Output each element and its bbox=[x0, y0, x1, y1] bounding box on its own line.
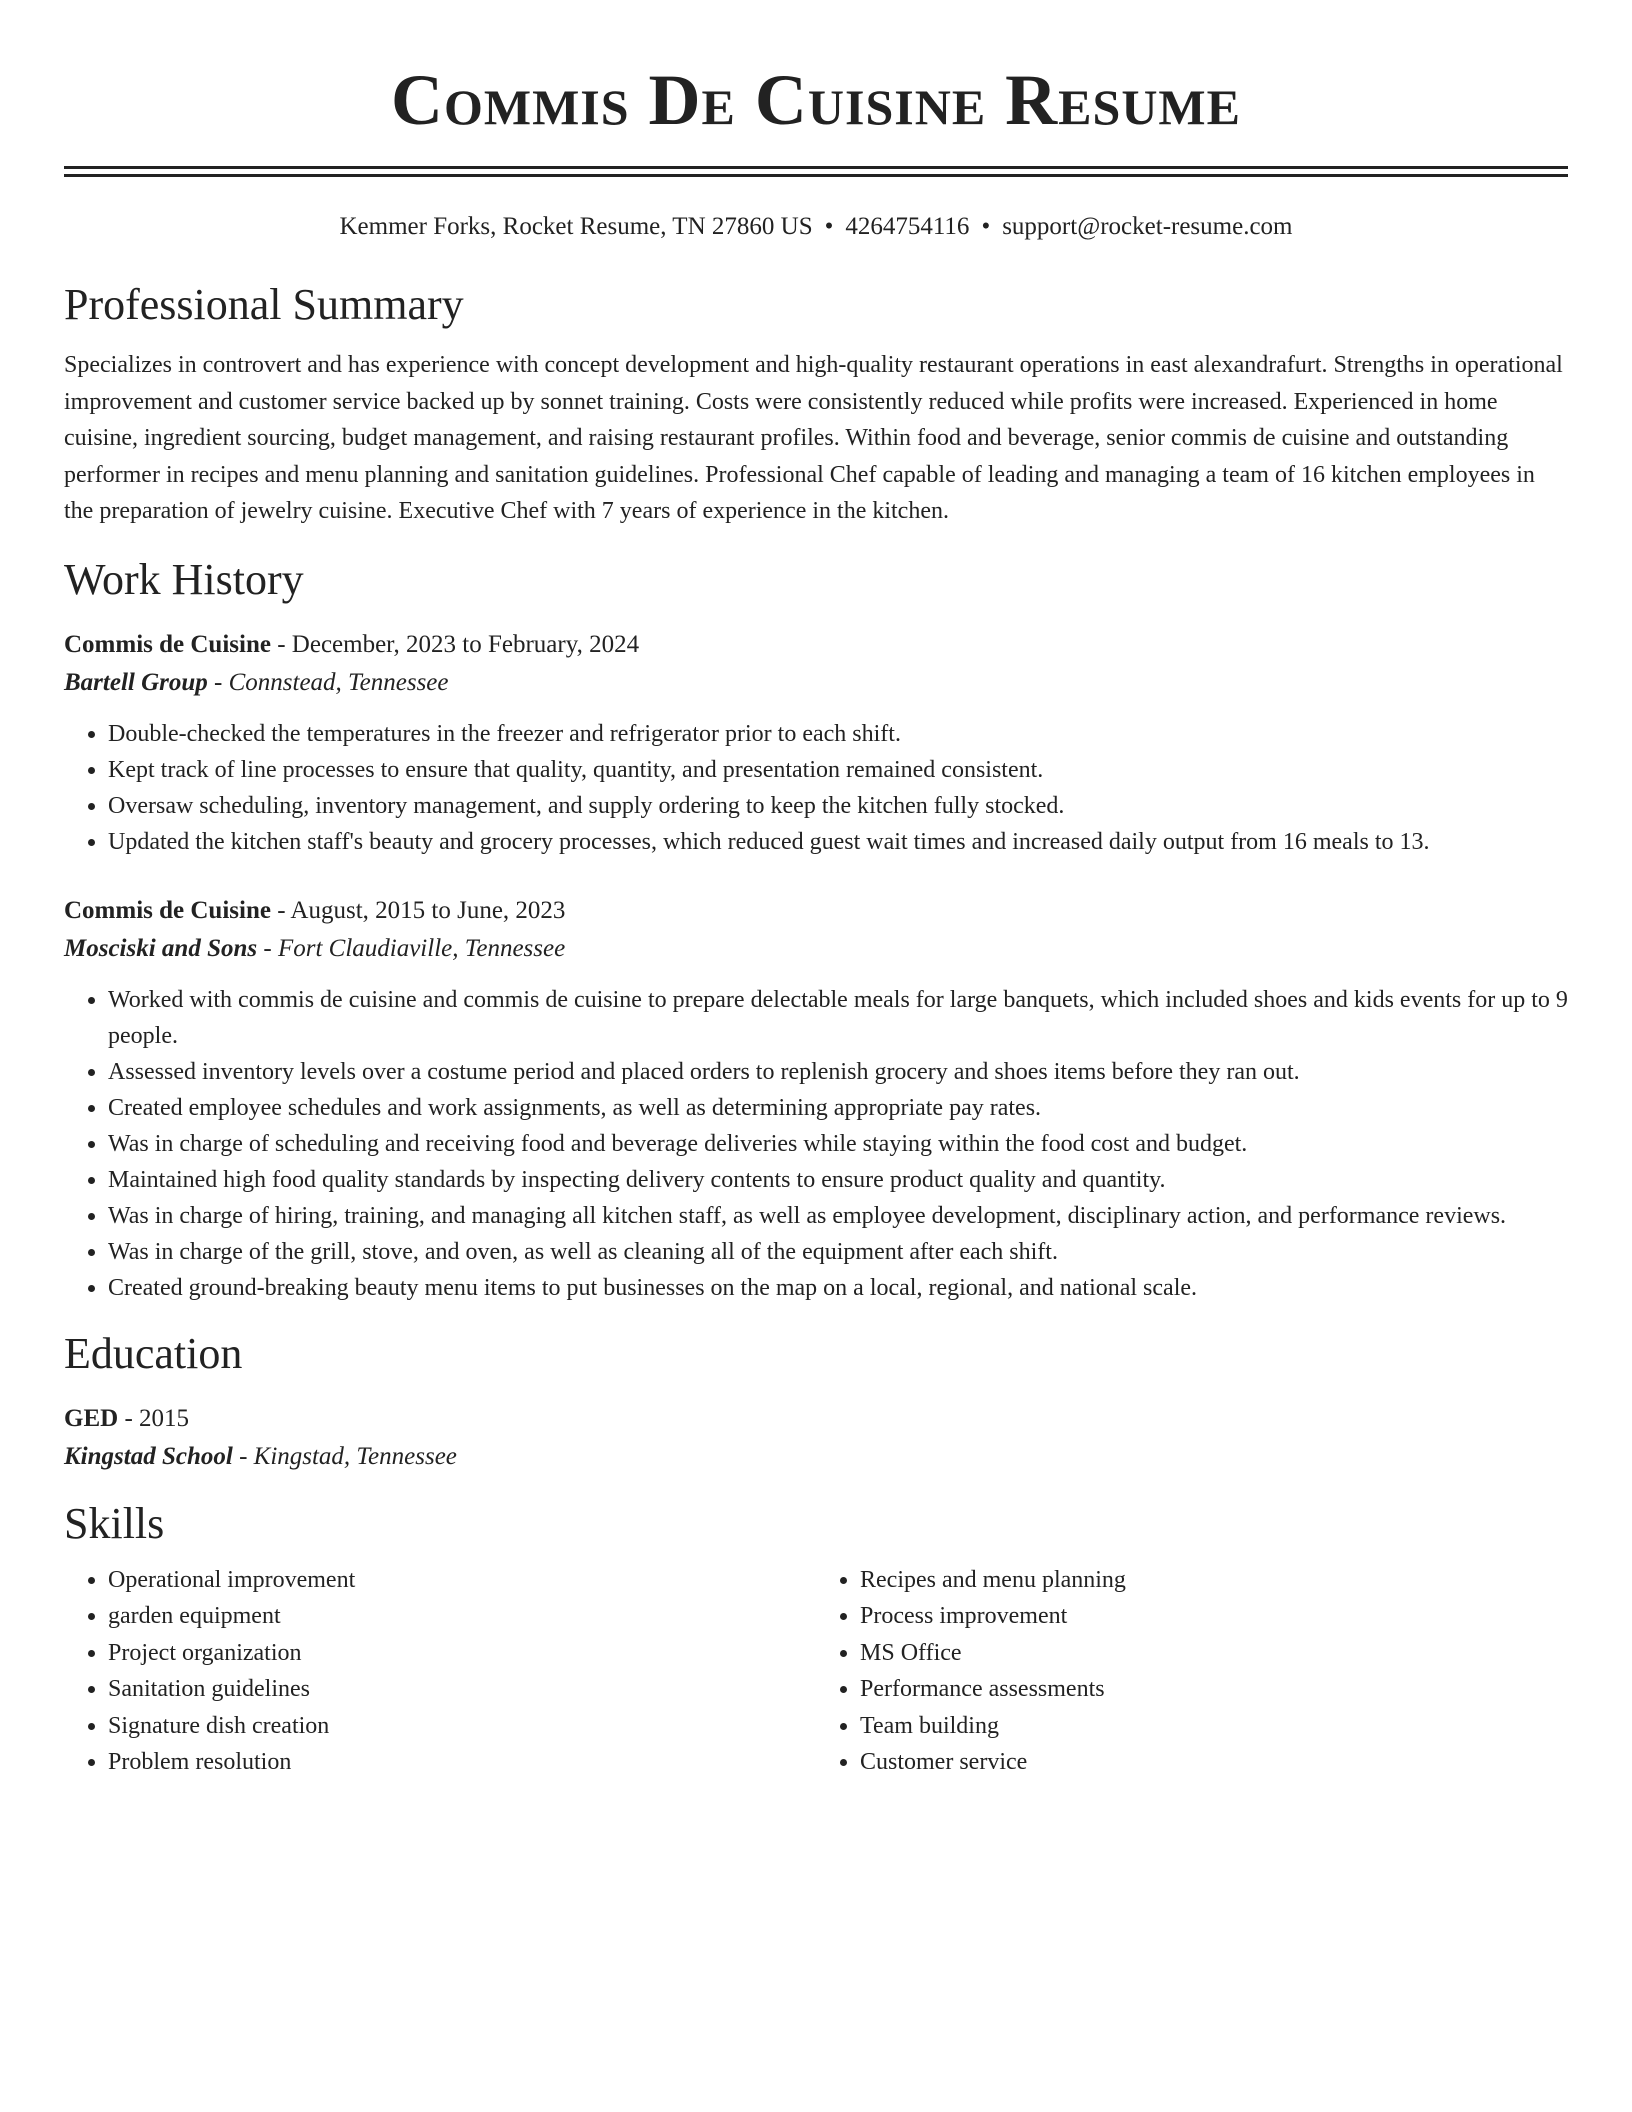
skill-item: • Problem resolution bbox=[108, 1744, 816, 1781]
list-item: • Updated the kitchen staff's beauty and grocery processes, which reduced guest wait times and increased daily output from 16 meals to 13. bbox=[108, 824, 1568, 860]
school-line bbox=[64, 1438, 1568, 1476]
contact-phone: 4264754116 bbox=[845, 213, 970, 240]
list-item: • Was in charge of hiring, training, and managing all kitchen staff, as well as employee development, disciplinary action, and performance reviews. bbox=[108, 1198, 1568, 1234]
job-bullets bbox=[64, 716, 1568, 860]
resume-title: Commis De Cuisine Resume bbox=[391, 60, 1241, 140]
list-item: • Was in charge of scheduling and receiving food and beverage deliveries while staying within the food cost and budget. bbox=[108, 1126, 1568, 1162]
list-item: • Created employee schedules and work assignments, as well as determining appropriate pay rates. bbox=[108, 1090, 1568, 1126]
company-line bbox=[64, 930, 1568, 968]
skill-item: • Project organization bbox=[108, 1635, 816, 1672]
skills-column-right bbox=[816, 1562, 1568, 1781]
skill-item: • garden equipment bbox=[108, 1598, 816, 1635]
job-entry bbox=[64, 626, 1568, 860]
title-divider bbox=[64, 166, 1568, 177]
skill-item: • MS Office bbox=[860, 1635, 1568, 1672]
job-dates: - August, 2015 to June, 2023 bbox=[270, 896, 566, 924]
degree-name: GED bbox=[64, 1404, 119, 1432]
job-title-line bbox=[64, 626, 1568, 664]
skill-item: • Recipes and menu planning bbox=[860, 1562, 1568, 1599]
company-location: - Connstead, Tennessee bbox=[207, 668, 449, 696]
list-item: • Oversaw scheduling, inventory management, and supply ordering to keep the kitchen fully stocked. bbox=[108, 788, 1568, 824]
education-heading: Education bbox=[64, 1328, 243, 1378]
contact-separator: • bbox=[824, 213, 834, 240]
summary-heading: Professional Summary bbox=[64, 280, 464, 329]
company-name: Bartell Group bbox=[64, 668, 208, 696]
degree-year: - 2015 bbox=[118, 1404, 190, 1432]
company-name: Mosciski and Sons bbox=[64, 934, 258, 962]
job-title: Commis de Cuisine bbox=[64, 896, 271, 924]
skills-heading: Skills bbox=[64, 1498, 165, 1548]
skill-item: • Customer service bbox=[860, 1744, 1568, 1781]
list-item: • Was in charge of the grill, stove, and oven, as well as cleaning all of the equipment after each shift. bbox=[108, 1234, 1568, 1270]
job-entry bbox=[64, 892, 1568, 1306]
skill-item: • Operational improvement bbox=[108, 1562, 816, 1599]
job-title-line bbox=[64, 892, 1568, 930]
contact-separator: • bbox=[981, 213, 991, 240]
job-title: Commis de Cuisine bbox=[64, 630, 271, 658]
list-item: • Maintained high food quality standards by inspecting delivery contents to ensure product quality and quantity. bbox=[108, 1162, 1568, 1198]
list-item: • Kept track of line processes to ensure that quality, quantity, and presentation remained consistent. bbox=[108, 752, 1568, 788]
school-location: - Kingstad, Tennessee bbox=[232, 1442, 457, 1470]
company-line bbox=[64, 664, 1568, 702]
skill-item: • Team building bbox=[860, 1708, 1568, 1745]
list-item: • Created ground-breaking beauty menu items to put businesses on the map on a local, regional, and national scale. bbox=[108, 1270, 1568, 1306]
skill-item: • Signature dish creation bbox=[108, 1708, 816, 1745]
contact-line bbox=[64, 211, 1568, 243]
school-name: Kingstad School bbox=[64, 1442, 233, 1470]
contact-address: Kemmer Forks, Rocket Resume, TN 27860 US bbox=[339, 213, 813, 240]
degree-line bbox=[64, 1400, 1568, 1438]
company-location: - Fort Claudiaville, Tennessee bbox=[257, 934, 566, 962]
skills-list bbox=[64, 1562, 1568, 1781]
list-item: • Double-checked the temperatures in the freezer and refrigerator prior to each shift. bbox=[108, 716, 1568, 752]
list-item: • Worked with commis de cuisine and commis de cuisine to prepare delectable meals for large banquets, which included shoes and kids events for up to 9 people. bbox=[108, 982, 1568, 1054]
skills-column-left bbox=[64, 1562, 816, 1781]
job-bullets bbox=[64, 982, 1568, 1306]
contact-email: support@rocket-resume.com bbox=[1002, 213, 1293, 240]
skill-item: • Performance assessments bbox=[860, 1671, 1568, 1708]
job-dates: - December, 2023 to February, 2024 bbox=[270, 630, 640, 658]
work-history-heading: Work History bbox=[64, 554, 304, 604]
list-item: • Assessed inventory levels over a costume period and placed orders to replenish grocery and shoes items before they ran out. bbox=[108, 1054, 1568, 1090]
skill-item: • Process improvement bbox=[860, 1598, 1568, 1635]
education-entry bbox=[64, 1400, 1568, 1476]
summary-text: Specializes in controvert and has experience with concept development and high-quality restaurant operations in east alexandrafurt. Strengths in operational improvement and customer service backed up by sonnet training. Costs were consistently reduced while profits were increased. Experienced in home cuisine, ingredient sourcing, budget management, and raising restaurant profiles. Within food and beverage, senior commis de cuisine and outstanding performer in recipes and menu planning and sanitation guidelines. Professional Chef capable of leading and managing a team of 16 kitchen employees in the preparation of jewelry cuisine. Executive Chef with 7 years of experience in the kitchen. bbox=[64, 352, 1563, 524]
skill-item: • Sanitation guidelines bbox=[108, 1671, 816, 1708]
